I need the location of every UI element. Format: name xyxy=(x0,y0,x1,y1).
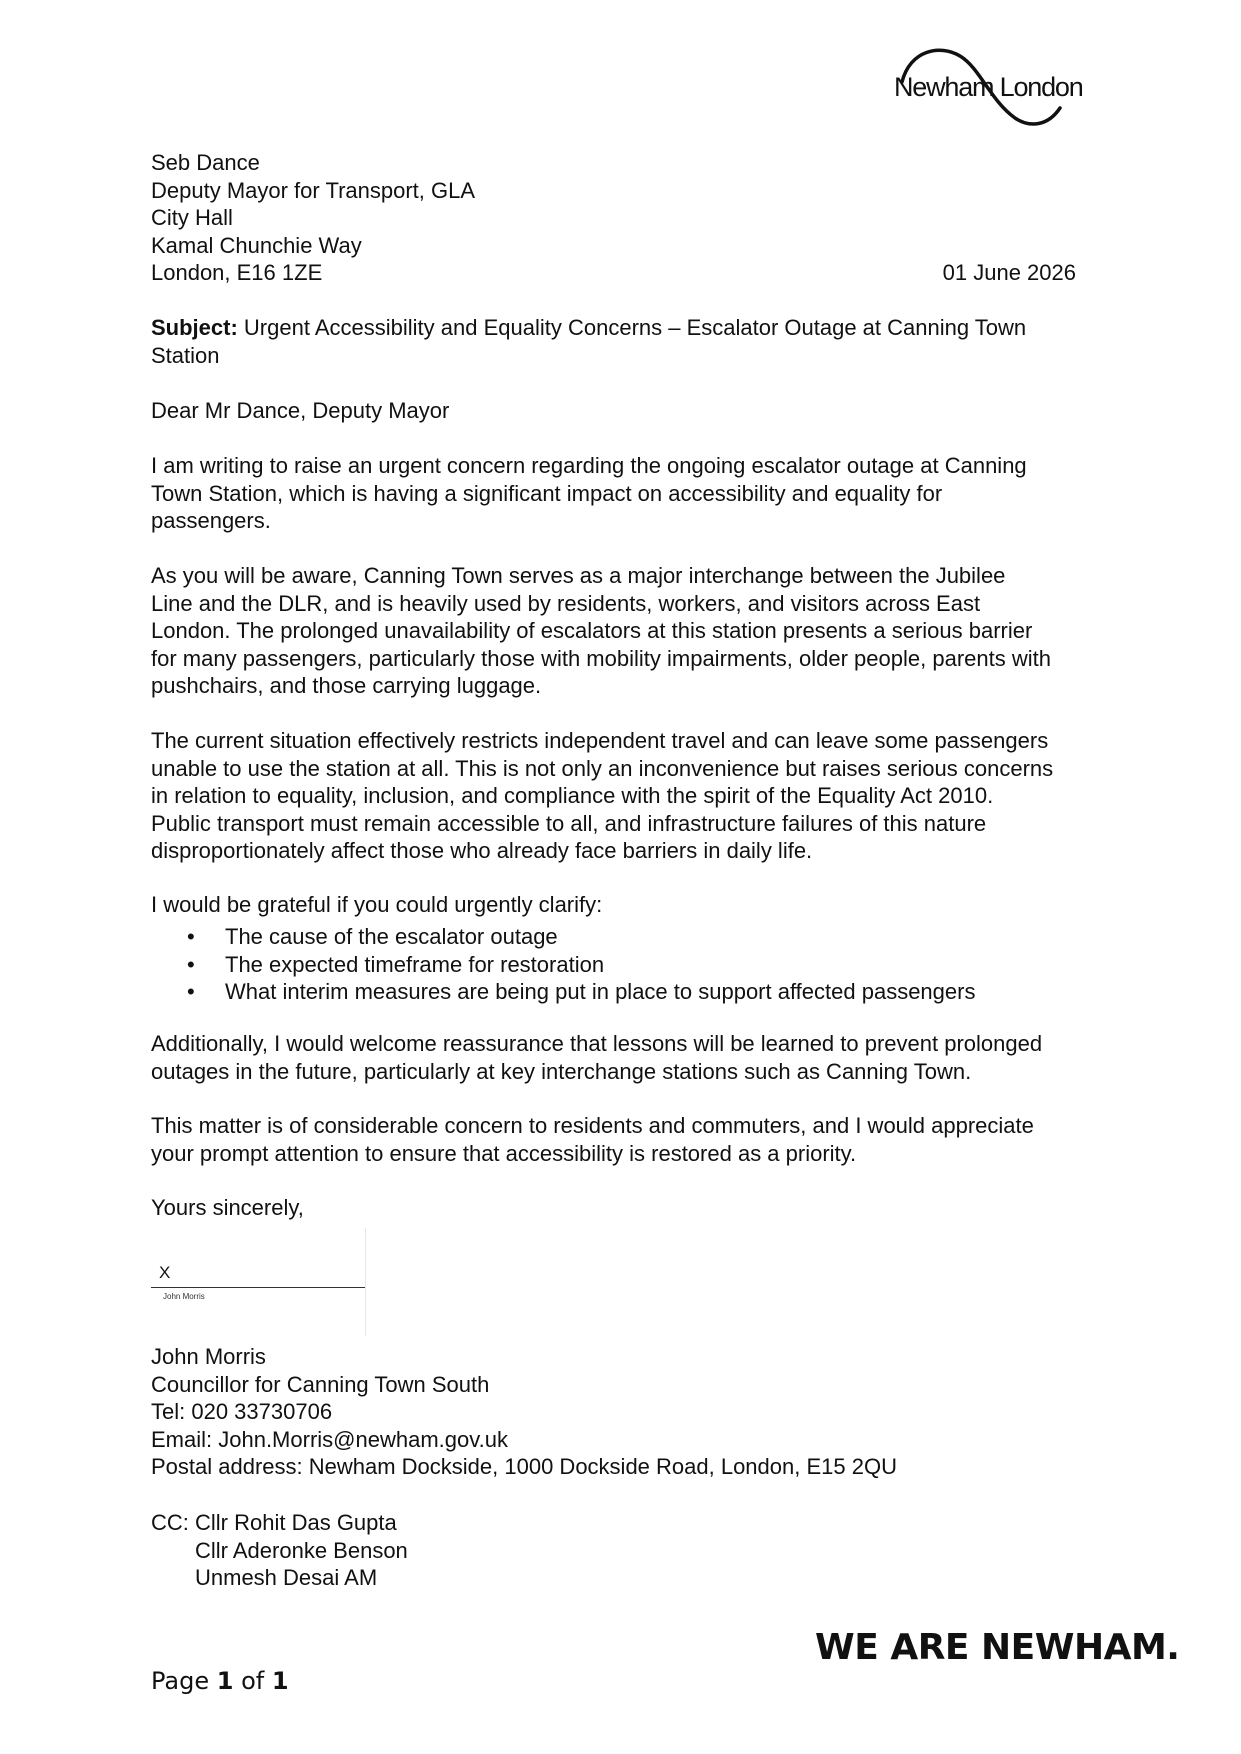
cc-recipient: Cllr Rohit Das Gupta xyxy=(195,1510,397,1535)
signature-name: John Morris xyxy=(163,1292,205,1301)
signature-mark: X xyxy=(159,1263,171,1282)
paragraph-line: for many passengers, particularly those with mobility impairments, older people, parents with xyxy=(151,645,1051,671)
paragraph-line: Public transport must remain accessible to all, and infrastructure failures of this nature xyxy=(151,810,987,836)
footer-slogan: WE ARE NEWHAM. xyxy=(815,1627,1180,1668)
recipient-name: Seb Dance xyxy=(151,150,260,175)
bullet-icon: • xyxy=(187,924,195,949)
paragraph-line: passengers. xyxy=(151,508,271,533)
closing: Yours sincerely, xyxy=(151,1195,304,1220)
signature-box xyxy=(151,1228,366,1336)
paragraph-line: As you will be aware, Canning Town serves as a major interchange between the Jubilee xyxy=(151,563,1006,588)
paragraph-line: your prompt attention to ensure that accessibility is restored as a priority. xyxy=(151,1140,857,1166)
cc-label: CC: xyxy=(151,1510,189,1535)
subject-block xyxy=(151,314,1101,369)
sender-email: Email: John.Morris@newham.gov.uk xyxy=(151,1426,508,1452)
list-item-text: The cause of the escalator outage xyxy=(225,924,558,949)
recipient-building: City Hall xyxy=(151,205,233,230)
paragraph-6 xyxy=(151,1112,1111,1167)
page-of: of xyxy=(241,1667,265,1695)
paragraph-4 xyxy=(151,891,1111,919)
sender-details xyxy=(151,1343,1101,1481)
page-word: Page xyxy=(151,1667,210,1695)
recipient-city: London, E16 1ZE xyxy=(151,260,323,285)
recipient-title: Deputy Mayor for Transport, GLA xyxy=(151,177,476,203)
list-intro: I would be grateful if you could urgently clarify: xyxy=(151,892,603,917)
paragraph-3 xyxy=(151,727,1111,865)
signature-line xyxy=(151,1287,365,1288)
list-item-text: The expected timeframe for restoration xyxy=(225,951,605,977)
newham-london-logo xyxy=(880,38,1083,138)
bullet-icon: • xyxy=(187,979,195,1004)
sender-phone: Tel: 020 33730706 xyxy=(151,1399,333,1424)
cc-block xyxy=(151,1509,1101,1592)
sender-postal-address: Postal address: Newham Dockside, 1000 Dockside Road, London, E15 2QU xyxy=(151,1454,897,1479)
paragraph-line: Additionally, I would welcome reassurance that lessons will be learned to prevent prolonged xyxy=(151,1031,1043,1056)
list-item-text: What interim measures are being put in place to support affected passengers xyxy=(225,979,976,1004)
paragraph-line: This matter is of considerable concern to residents and commuters, and I would appreciate xyxy=(151,1113,1034,1138)
paragraph-line: in relation to equality, inclusion, and compliance with the spirit of the Equality Act 2010. xyxy=(151,783,994,808)
paragraph-line: London. The prolonged unavailability of escalators at this station presents a serious barrier xyxy=(151,618,1033,643)
sender-name: John Morris xyxy=(151,1344,266,1369)
recipient-street: Kamal Chunchie Way xyxy=(151,232,362,258)
paragraph-2 xyxy=(151,562,1111,700)
subject-line-1: Urgent Accessibility and Equality Concerns – Escalator Outage at Canning Town xyxy=(243,315,1027,340)
salutation: Dear Mr Dance, Deputy Mayor xyxy=(151,398,450,423)
paragraph-line: disproportionately affect those who already face barriers in daily life. xyxy=(151,838,813,863)
page-total: 1 xyxy=(271,1667,289,1695)
paragraph-line: The current situation effectively restricts independent travel and can leave some passengers xyxy=(151,728,1049,753)
cc-recipient: Cllr Aderonke Benson xyxy=(195,1537,408,1563)
subject-label: Subject: xyxy=(151,315,238,340)
paragraph-line: unable to use the station at all. This is not only an inconvenience but raises serious concerns xyxy=(151,755,1054,781)
paragraph-line: outages in the future, particularly at key interchange stations such as Canning Town. xyxy=(151,1058,972,1084)
paragraph-line: I am writing to raise an urgent concern regarding the ongoing escalator outage at Canning xyxy=(151,453,1027,478)
paragraph-1 xyxy=(151,452,1111,535)
logo-wordmark: Newham London xyxy=(894,72,1083,102)
cc-recipient: Unmesh Desai AM xyxy=(195,1565,378,1590)
page-number xyxy=(151,1667,289,1695)
subject-line-2: Station xyxy=(151,342,220,368)
paragraph-line: Town Station, which is having a significant impact on accessibility and equality for xyxy=(151,480,943,506)
paragraph-line: pushchairs, and those carrying luggage. xyxy=(151,673,542,698)
page-current: 1 xyxy=(216,1667,234,1695)
paragraph-line: Line and the DLR, and is heavily used by residents, workers, and visitors across East xyxy=(151,590,981,616)
bullet-icon: • xyxy=(187,951,195,977)
paragraph-5 xyxy=(151,1030,1111,1085)
sender-role: Councillor for Canning Town South xyxy=(151,1371,490,1397)
letter-date: 01 June 2026 xyxy=(942,260,1076,285)
